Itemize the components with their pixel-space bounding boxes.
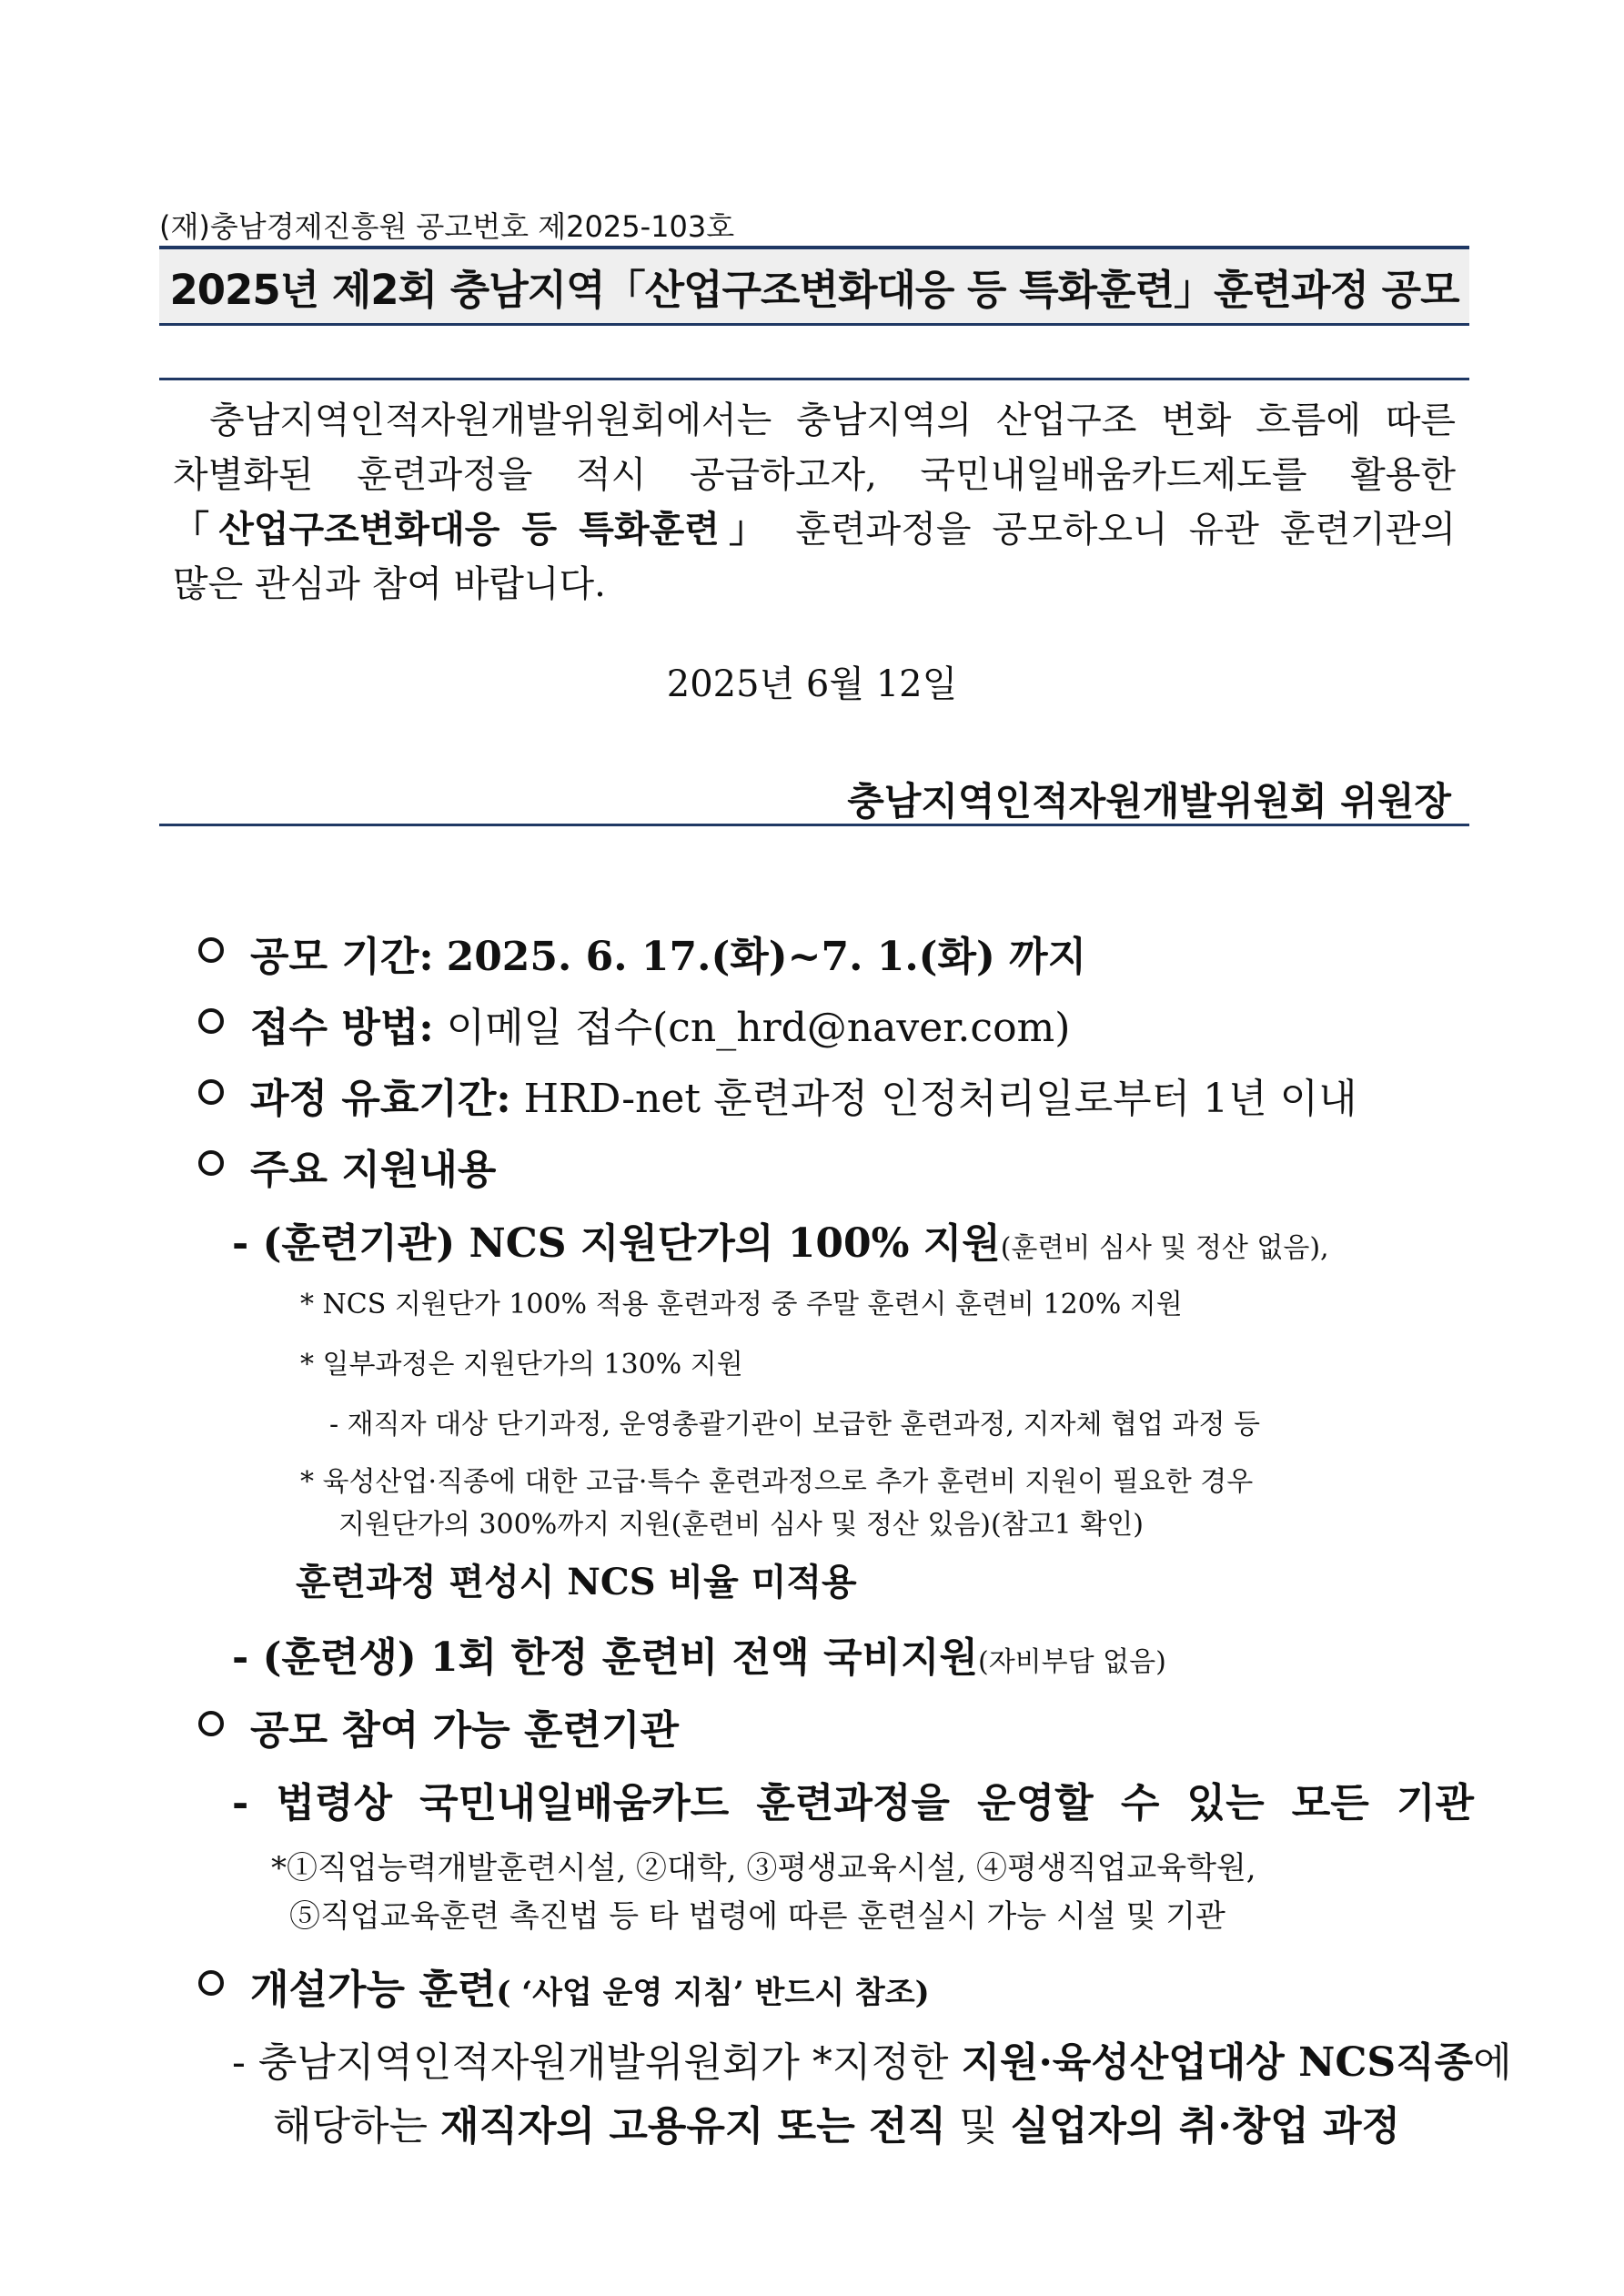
item-value: 2025. 6. 17.(화)~7. 1.(화) 까지	[446, 934, 1087, 980]
courses-highlight: 지원·육성산업대상 NCS직종	[961, 2039, 1474, 2086]
item-value: HRD-net 훈련과정 인정처리일로부터 1년 이내	[523, 1076, 1357, 1122]
notice-number: (재)충남경제진흥원 공고번호 제2025-103호	[159, 209, 735, 244]
title-box	[159, 246, 1469, 326]
support-trainee-text: - (훈련생) 1회 한정 훈련비 전액 국비지원	[232, 1634, 978, 1681]
eligible-note: *①직업능력개발훈련시설, ②대학, ③평생교육시설, ④평생직업교육학원,	[271, 1850, 1256, 1886]
item-value: 이메일 접수(cn_hrd@naver.com)	[446, 1005, 1071, 1051]
program-name: 「산업구조변화대응 등 특화훈련」	[173, 508, 775, 551]
courses-line	[232, 2029, 1512, 2088]
courses-text: 해당하는	[273, 2103, 429, 2149]
item-support-label: 주요 지원내용	[250, 1147, 497, 1193]
signature: 충남지역인적자원개발위원회 위원장	[847, 779, 1451, 824]
item-label: 접수 방법:	[250, 1005, 434, 1051]
support-subnote: - 재직자 대상 단기과정, 운영총괄기관이 보급한 훈련과정, 지자체 협업 과정 등	[329, 1409, 1260, 1441]
support-note: * 육성산업·직종에 대한 고급·특수 훈련과정으로 추가 훈련비 지원이 필요한 경우	[300, 1466, 1254, 1498]
eligible-line: - 법령상 국민내일배움카드 훈련과정을 운영할 수 있는 모든 기관	[232, 1780, 1474, 1826]
circle-bullet-icon	[198, 1970, 224, 1996]
intro-line-rest: 훈련과정을 공모하오니 유관 훈련기관의	[795, 509, 1456, 551]
support-institution-text: - (훈련기관) NCS 지원단가의 100% 지원	[232, 1220, 1001, 1267]
notice-date: 2025년 6월 12일	[666, 663, 958, 705]
support-note: 지원단가의 300%까지 지원(훈련비 심사 및 정산 있음)(참고1 확인)	[338, 1509, 1144, 1541]
courses-text: 및	[959, 2103, 998, 2149]
item-courses	[250, 1957, 930, 2015]
circle-bullet-icon	[198, 1150, 224, 1176]
divider	[159, 378, 1469, 380]
courses-text: 충남지역인적자원개발위원회가 *지정한	[257, 2039, 949, 2086]
intro-line: 많은 관심과 참여 바랍니다.	[173, 563, 606, 605]
page-title: 2025년 제2회 충남지역「산업구조변화대응 등 특화훈련」훈련과정 공모	[169, 266, 1459, 314]
courses-highlight: 재직자의 고용유지 또는 전직	[440, 2103, 947, 2149]
support-note: * 일부과정은 지원단가의 130% 지원	[300, 1349, 743, 1381]
circle-bullet-icon	[198, 937, 224, 963]
intro-line: 차별화된 훈련과정을 적시 공급하고자, 국민내일배움카드제도를 활용한	[173, 454, 1456, 496]
intro-paragraph	[173, 393, 1456, 612]
circle-bullet-icon	[198, 1079, 224, 1105]
intro-line: 충남지역인적자원개발위원회에서는 충남지역의 산업구조 변화 흐름에 따른	[209, 400, 1456, 441]
item-label: 과정 유효기간:	[250, 1076, 511, 1122]
circle-bullet-icon	[198, 1711, 224, 1736]
eligible-note: ⑤직업교육훈련 촉진법 등 타 법령에 따른 훈련실시 가능 시설 및 기관	[289, 1898, 1226, 1935]
support-trainee-note: (자비부담 없음)	[977, 1646, 1166, 1678]
item-period	[250, 924, 1086, 982]
item-method	[250, 995, 1070, 1053]
ncs-note: 훈련과정 편성시 NCS 비율 미적용	[296, 1561, 857, 1603]
item-validity	[250, 1066, 1357, 1124]
item-label-note: ( ‘사업 운영 지침’ 반드시 참조)	[496, 1975, 930, 2011]
courses-highlight: 실업자의 취·창업 과정	[1010, 2103, 1401, 2149]
support-trainee	[232, 1624, 1166, 1683]
courses-text: 에	[1473, 2039, 1512, 2086]
support-note: * NCS 지원단가 100% 적용 훈련과정 중 주말 훈련시 훈련비 120% 지원	[300, 1289, 1183, 1320]
item-eligible-label: 공모 참여 가능 훈련기관	[250, 1707, 679, 1754]
support-institution-note: (훈련비 심사 및 정산 없음),	[1000, 1232, 1329, 1264]
divider	[159, 824, 1469, 826]
support-institution	[232, 1210, 1329, 1269]
dash: -	[232, 2039, 246, 2086]
circle-bullet-icon	[198, 1008, 224, 1034]
intro-line	[173, 502, 1456, 557]
courses-line	[273, 2093, 1400, 2151]
item-label: 개설가능 훈련	[250, 1967, 497, 2013]
item-label: 공모 기간:	[250, 934, 434, 980]
